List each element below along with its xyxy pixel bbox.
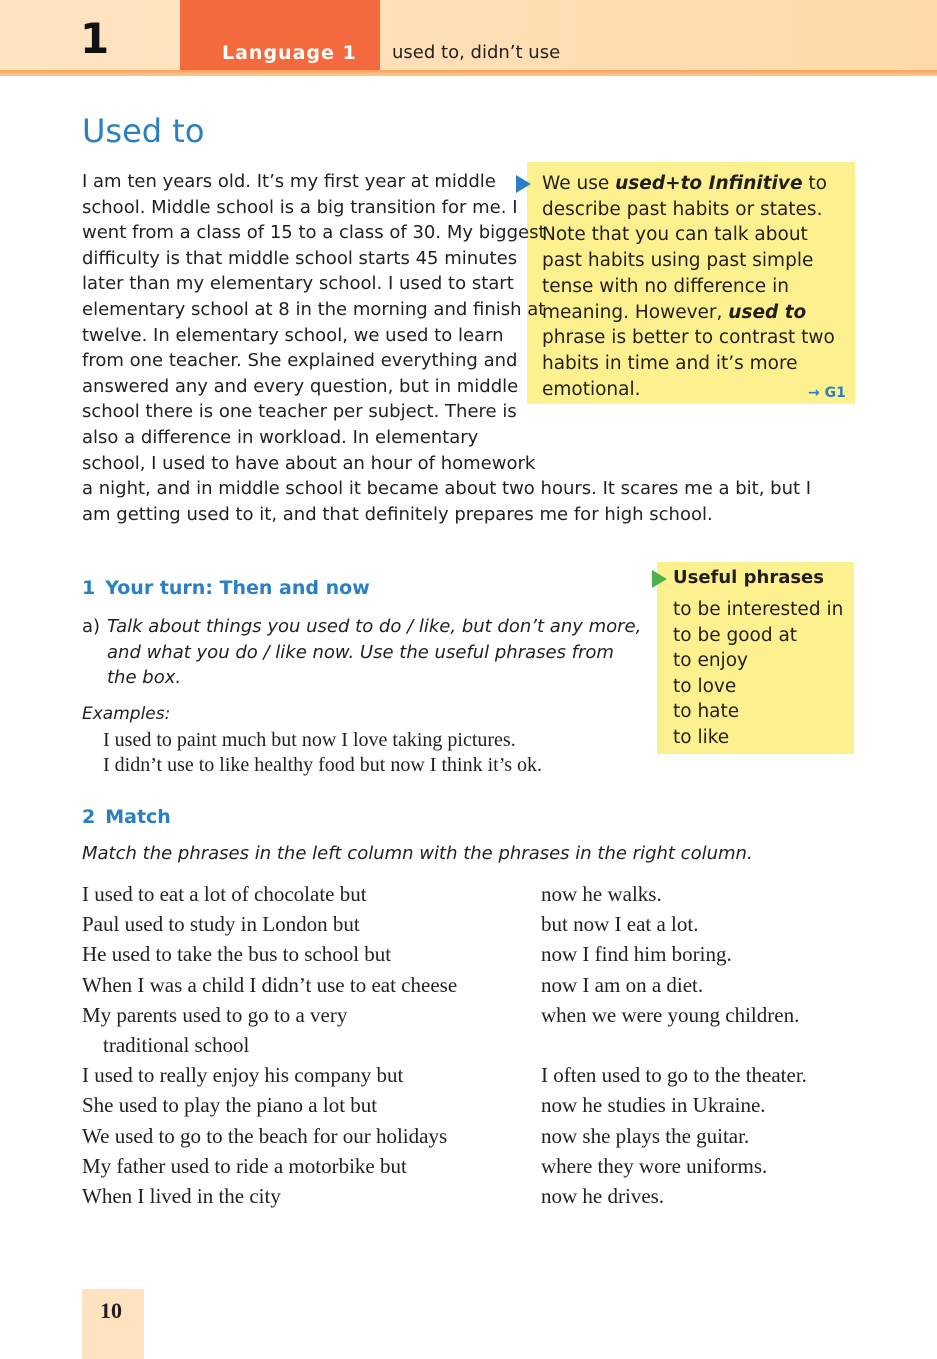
right-phrase: I often used to go to the theater. <box>541 1063 807 1088</box>
unit-number: 1 <box>80 14 110 63</box>
section-tab <box>180 0 380 70</box>
useful-phrases-title: Useful phrases <box>673 567 824 588</box>
grammar-term: used+to Infinitive <box>615 173 803 194</box>
grammar-note-part: to describe past habits or states. Note that you can talk about past habits using past simple tense with no difference in meaning. However, <box>542 173 827 323</box>
section-number: 2 <box>82 806 96 828</box>
right-phrase: now he walks. <box>541 882 662 906</box>
section-tab-label: Language 1 <box>222 42 357 64</box>
phrase-item: to hate <box>673 701 740 722</box>
example-sentence: I used to paint much but now I love taking pictures. <box>103 729 516 751</box>
task-text: Talk about things you used to do / like, but don’t any more, and what you do / like now. Use the useful phrases from the box. <box>107 616 642 688</box>
phrase-item: to love <box>673 675 737 697</box>
page-title: Used to <box>82 112 205 150</box>
phrase-item: to like <box>673 726 730 748</box>
match-instruction: Match the phrases in the left column with the phrases in the right column. <box>82 843 753 864</box>
reading-text: I am ten years old. It’s my first year at middle school. Middle school is a big transition for me. I went from a class of 15 to a class of 30. My biggest difficulty is that middle school starts 45 minutes later than my elementary school. I used to start elementary school at 8 in the morning and finish at twelve. In elementary school, we used to learn from one teacher. She explained everything and answered any and every question, but in middle school there is one teacher per subject. There is also a difference in workload. In elementary school, I used to have about an hour of homework a night, and in middle school it became about two hours. It scares me a bit, but I am getting used to it, and that definitely prepares me for high school. <box>82 171 812 525</box>
useful-phrases-list <box>673 597 843 750</box>
section-number: 1 <box>82 577 96 599</box>
match-right-column <box>541 879 881 1211</box>
grammar-note-part: phrase is better to contrast two habits in time and it’s more emotional. <box>542 327 835 400</box>
left-phrase: I used to really enjoy his company but <box>82 1063 404 1088</box>
blank-row <box>541 1030 881 1060</box>
right-phrase: now she plays the guitar. <box>541 1123 750 1148</box>
right-phrase: but now I eat a lot. <box>541 912 699 937</box>
page-number: 10 <box>100 1298 122 1323</box>
match-left-column <box>82 879 522 1211</box>
green-triangle-icon <box>652 570 667 588</box>
right-phrase: now I am on a diet. <box>541 972 704 997</box>
section-1-heading <box>82 577 370 599</box>
left-phrase: She used to play the piano a lot but <box>82 1093 378 1118</box>
grammar-note-part: We use <box>542 173 616 194</box>
right-phrase: now he studies in Ukraine. <box>541 1093 766 1118</box>
left-phrase: We used to go to the beach for our holidays <box>82 1123 448 1148</box>
left-phrase: He used to take the bus to school but <box>82 942 392 967</box>
left-phrase: My parents used to go to a very <box>82 1002 348 1027</box>
left-phrase-continuation: traditional school <box>103 1033 250 1058</box>
grammar-term: used to <box>728 301 807 323</box>
task-letter: a) <box>82 616 101 637</box>
section-heading-text: Match <box>105 806 171 828</box>
right-phrase: where they wore uniforms. <box>541 1153 768 1178</box>
left-phrase: When I was a child I didn’t use to eat cheese <box>82 972 458 997</box>
section-heading-text: Your turn: Then and now <box>105 577 370 599</box>
right-phrase: when we were young children. <box>541 1002 800 1027</box>
examples-label: Examples: <box>82 704 171 724</box>
right-phrase: now he drives. <box>541 1184 665 1209</box>
left-phrase: My father used to ride a motorbike but <box>82 1153 407 1178</box>
right-phrase: now I find him boring. <box>541 942 732 967</box>
phrase-item: to be interested in <box>673 599 844 620</box>
float-spacer <box>547 169 822 464</box>
header-divider <box>0 70 937 76</box>
left-phrase: I used to eat a lot of chocolate but <box>82 882 367 906</box>
grammar-reference-link[interactable]: → G1 <box>808 385 846 401</box>
reading-passage <box>82 169 822 527</box>
phrase-item: to be good at <box>673 624 798 646</box>
section-2-heading <box>82 806 171 828</box>
left-phrase: Paul used to study in London but <box>82 912 360 937</box>
left-phrase: When I lived in the city <box>82 1184 281 1209</box>
task-a <box>82 614 642 691</box>
example-sentence: I didn’t use to like healthy food but now I think it’s ok. <box>103 754 543 776</box>
phrase-item: to enjoy <box>673 650 748 671</box>
topic-label: used to, didn’t use <box>392 42 561 63</box>
